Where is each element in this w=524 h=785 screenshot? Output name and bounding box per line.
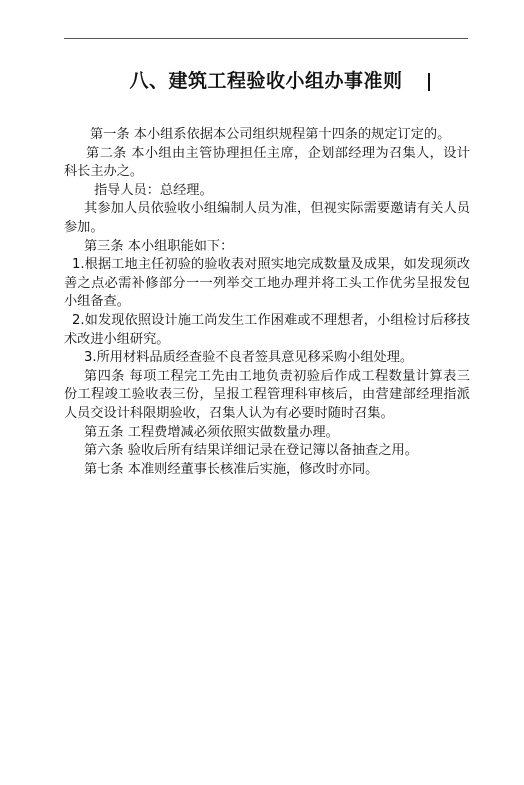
paragraph-article-1: 第一条 本小组系依据本公司组织规程第十四条的规定订定的。 <box>90 127 451 142</box>
paragraph-article-3: 第三条 本小组职能如下： <box>84 238 234 254</box>
paragraph-article-7: 第七条 本准则经董事长核准后实施，修改时亦同。 <box>84 461 379 477</box>
paragraph-function-1: 1.根据工地主任初验的验收表对照实地完成数量及成果，如发现须改善之点必需补修部分一一列举交工地办理并将工头工作优劣呈报发包小组备查。 <box>64 257 470 310</box>
paragraph-function-3: 3.所用材料品质经查验不良者签具意见移采购小组处理。 <box>84 350 414 366</box>
paragraph-article-6: 第六条 验收后所有结果详细记录在登记簿以备抽查之用。 <box>84 443 418 459</box>
document-title: 八、建筑工程验收小组办事准则 <box>129 70 403 92</box>
paragraph-article-4: 第四条 每项工程完工先由工地负责初验后作成工程数量计算表三份工程竣工验收表三份，呈报工程管理科审核后，由营建部经理指派人员交设计科限期验收，召集人认为有必要时随时召集。 <box>64 368 470 421</box>
paragraph-function-2: 2.如发现依照设计施工尚发生工作困难或不理想者，小组检讨后移技术改进小组研究。 <box>64 312 470 347</box>
paragraph-article-5: 第五条 工程费增减必须依照实做数量办理。 <box>84 424 339 440</box>
paragraph-article-2: 第二条 本小组由主管协理担任主席，企划部经理为召集人，设计科长主办之。 <box>64 145 470 180</box>
paragraph-participants: 其参加人员依验收小组编制人员为准，但视实际需要邀请有关人员参加。 <box>64 201 470 235</box>
paragraph-supervisor: 指导人员：总经理。 <box>94 182 213 198</box>
document-body <box>64 122 470 479</box>
text-cursor <box>428 73 430 91</box>
header-rule <box>64 38 468 39</box>
